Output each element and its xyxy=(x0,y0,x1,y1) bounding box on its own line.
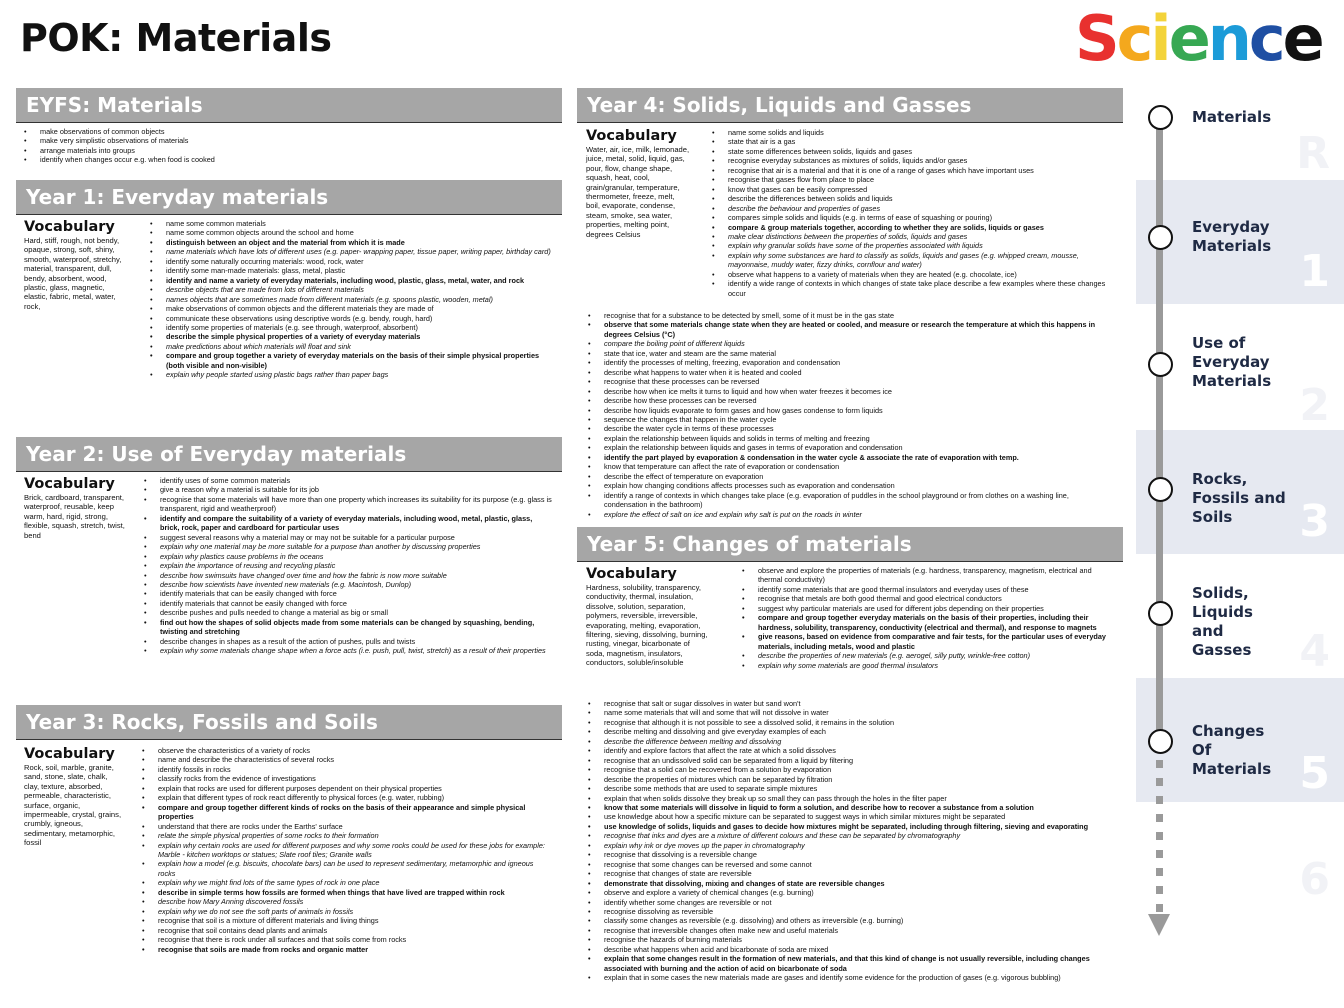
timeline-label: Materials xyxy=(1192,108,1272,126)
vocabulary-heading: Vocabulary xyxy=(24,476,115,492)
objective-item: • state that air is a gas xyxy=(710,137,1114,146)
logo-letter: c xyxy=(1116,2,1151,75)
year3-heading: Year 3: Rocks, Fossils and Soils xyxy=(16,705,562,739)
objective-item: • recognise dissolving as reversible xyxy=(586,907,1114,916)
timeline-label: Use of Everyday Materials xyxy=(1192,334,1272,390)
objective-item: • explain that some changes result in the formation of new materials, and that this kind of change is not usually reversible, including changes associated with burning and the action of acid on bicarbonate of soda xyxy=(586,954,1114,973)
objective-item: • recognise that an undissolved solid can be separated from a liquid by filtering xyxy=(586,756,1114,765)
objective-item: • demonstrate that dissolving, mixing and changes of state are reversible changes xyxy=(586,879,1114,888)
objective-item: • identify uses of some common materials xyxy=(142,476,552,485)
objective-item: • observe and explore a variety of chemical changes (e.g. burning) xyxy=(586,888,1114,897)
objective-item: • explain the importance of reusing and recycling plastic xyxy=(142,561,552,570)
objective-item: • recognise that a solid can be recovered from a solution by evaporation xyxy=(586,765,1114,774)
objective-item: • identify a range of contexts in which changes take place (e.g. evaporation of puddles in the school playground or from clothes on a washing line, condensation in the bathroom) xyxy=(586,491,1114,510)
objective-item: • describe what happens when acid and bicarbonate of soda are mixed xyxy=(586,945,1114,954)
objective-item: • describe how swimsuits have changed over time and how the fabric is now more suitable xyxy=(142,571,552,580)
stage-number: R xyxy=(1296,128,1330,179)
objective-item: • state that ice, water and steam are the same material xyxy=(586,349,1114,358)
objective-item: • know that temperature can affect the rate of evaporation or condensation xyxy=(586,462,1114,471)
logo-letter: e xyxy=(1168,2,1208,75)
vocabulary-heading: Vocabulary xyxy=(24,746,115,762)
timeline-node xyxy=(1148,352,1173,377)
objective-item: • explain that when solids dissolve they break up so small they can pass through the holes in the filter paper xyxy=(586,794,1114,803)
objective-item: • describe how these processes can be reversed xyxy=(586,396,1114,405)
stage-number: 5 xyxy=(1299,748,1330,799)
objective-item: • compare and group together everyday materials on the basis of their properties, including their hardness, solubility, transparency, conductivity (electrical and thermal), and response to magnets xyxy=(740,613,1116,632)
objective-item: • observe what happens to a variety of materials when they are heated (e.g. chocolate, ice) xyxy=(710,270,1114,279)
vocabulary-heading: Vocabulary xyxy=(586,128,677,144)
objective-item: • identify whether some changes are reversible or not xyxy=(586,898,1114,907)
objective-item: • describe the behaviour and properties of gases xyxy=(710,204,1114,213)
objective-item: • describe some methods that are used to separate simple mixtures xyxy=(586,784,1114,793)
timeline-label: Changes Of Materials xyxy=(1192,722,1272,778)
objective-item: • identify some naturally occurring materials: wood, rock, water xyxy=(148,257,552,266)
objective-item: • name some common objects around the school and home xyxy=(148,228,552,237)
timeline-node xyxy=(1148,477,1173,502)
objective-item: • recognise that there is rock under all surfaces and that soils come from rocks xyxy=(140,935,552,944)
objective-item: • classify some changes as reversible (e.g. dissolving) and others as irreversible (e.g. burning) xyxy=(586,916,1114,925)
objective-item: • recognise that for a substance to be detected by smell, some of it must be in the gas state xyxy=(586,311,1114,320)
objective-item: • identify when changes occur e.g. when food is cooked xyxy=(22,155,552,164)
objective-item: • explain why some materials change shape when a force acts (i.e. push, pull, twist, stretch) as a result of their properties xyxy=(142,646,552,655)
year3-divider xyxy=(16,739,562,740)
objective-item: • explain why some materials are good thermal insulators xyxy=(740,661,1116,670)
objective-item: • names objects that are sometimes made from different materials (e.g. spoons plastic, wooden, metal) xyxy=(148,295,552,304)
objective-item: • make predictions about which materials will float and sink xyxy=(148,342,552,351)
objective-item: • compare the boiling point of different liquids xyxy=(586,339,1114,348)
objective-item: • suggest why particular materials are used for different jobs depending on their properties xyxy=(740,604,1116,613)
objective-item: • describe pushes and pulls needed to change a material as big or small xyxy=(142,608,552,617)
year2-objectives xyxy=(142,476,552,656)
year2-vocabulary xyxy=(24,476,126,540)
objective-item: • explain why people started using plastic bags rather than paper bags xyxy=(148,370,552,379)
objective-item: • identify some properties of materials (e.g. see through, waterproof, absorbent) xyxy=(148,323,552,332)
page-title: POK: Materials xyxy=(20,16,332,60)
objective-item: • compare and group together different kinds of rocks on the basis of their appearance and simple physical properties xyxy=(140,803,552,822)
eyfs-divider xyxy=(16,122,562,123)
objective-item: • describe in simple terms how fossils are formed when things that have lived are trapped within rock xyxy=(140,888,552,897)
objective-item: • observe that some materials change state when they are heated or cooled, and measure or research the temperature at which this happens in degrees Celsius (°C) xyxy=(586,320,1114,339)
objective-item: • explain why ink or dye moves up the paper in chromatography xyxy=(586,841,1114,850)
objective-item: • describe the effect of temperature on evaporation xyxy=(586,472,1114,481)
objective-item: • describe the differences between solids and liquids xyxy=(710,194,1114,203)
objective-item: • recognise that irreversible changes often make new and useful materials xyxy=(586,926,1114,935)
year4-divider xyxy=(577,122,1123,123)
objective-item: • communicate these observations using descriptive words (e.g. bendy, rough, hard) xyxy=(148,314,552,323)
objective-item: • know that some materials will dissolve in liquid to form a solution, and describe how to recover a substance from a solution xyxy=(586,803,1114,812)
timeline-node xyxy=(1148,225,1173,250)
objective-item: • explore the effect of salt on ice and explain why salt is put on the roads in winter xyxy=(586,510,1114,519)
objective-item: • explain the relationship between liquids and gases in terms of evaporation and condensation xyxy=(586,443,1114,452)
objective-item: • describe the water cycle in terms of these processes xyxy=(586,424,1114,433)
objective-item: • name some solids and liquids xyxy=(710,128,1114,137)
objective-item: • recognise that salt or sugar dissolves in water but sand won't xyxy=(586,699,1114,708)
logo-letter: n xyxy=(1207,2,1249,75)
timeline-node xyxy=(1148,105,1173,130)
objective-item: • explain why certain rocks are used for different purposes and why some rocks could be used for these jobs for example: Marble - kitchen worktops or statues; Slate roof tiles; Granite walls xyxy=(140,841,552,860)
objective-item: • describe how when ice melts it turns to liquid and how when water freezes it becomes ice xyxy=(586,387,1114,396)
year4-heading: Year 4: Solids, Liquids and Gasses xyxy=(577,88,1123,122)
objective-item: • recognise that these processes can be reversed xyxy=(586,377,1114,386)
science-logo xyxy=(1075,2,1330,75)
objective-item: • explain why we do not see the soft parts of animals in fossils xyxy=(140,907,552,916)
year2-heading: Year 2: Use of Everyday materials xyxy=(16,437,562,471)
objective-item: • identify some materials that are good thermal insulators and everyday uses of these xyxy=(740,585,1116,594)
vocabulary-words: Brick, cardboard, transparent, waterproof, reusable, keep warm, hard, rigid, strong, flexible, squash, stretch, twist, bend xyxy=(24,493,125,540)
timeline-label: Solids, Liquids and Gasses xyxy=(1192,584,1253,659)
objective-item: • identify some man-made materials: glass, metal, plastic xyxy=(148,266,552,275)
objective-item: • explain why one material may be more suitable for a purpose than another by discussing properties xyxy=(142,542,552,551)
objective-item: • identify materials that cannot be easily changed with force xyxy=(142,599,552,608)
year1-divider xyxy=(16,214,562,215)
year1-vocabulary xyxy=(24,219,126,311)
objective-item: • identify and compare the suitability of a variety of everyday materials, including wood, metal, plastic, glass, brick, rock, paper and cardboard for particular uses xyxy=(142,514,552,533)
progression-timeline xyxy=(1128,86,1344,1008)
objective-item: • recognise that some materials will have more than one property which increases its suitability for its purpose (e.g. glass is transparent, rigid and weatherproof) xyxy=(142,495,552,514)
logo-letter: S xyxy=(1075,2,1117,75)
objective-item: • identify a wide range of contexts in which changes of state take place describe a few examples where these changes occur xyxy=(710,279,1114,298)
objective-item: • recognise that soil is a mixture of different materials and living things xyxy=(140,916,552,925)
objective-item: • make very simplistic observations of materials xyxy=(22,136,552,145)
objective-item: • distinguish between an object and the material from which it is made xyxy=(148,238,552,247)
objective-item: • name materials which have lots of different uses (e.g. paper- wrapping paper, tissue paper, writing paper, birthday card) xyxy=(148,247,552,256)
vocabulary-words: Hard, stiff, rough, not bendy, opaque, strong, soft, shiny, smooth, waterproof, stretchy, material, transparent, dull, bendy, absorbent, wood, plastic, glass, magnetic, elastic, fabric, metal, water, rock, xyxy=(24,236,122,311)
year5-objectives-changes xyxy=(586,699,1114,983)
objective-item: • know that gases can be easily compressed xyxy=(710,185,1114,194)
objective-item: • give reasons, based on evidence from comparative and fair tests, for the particular uses of everyday materials, including metals, wood and plastic xyxy=(740,632,1116,651)
objective-item: • recognise everyday substances as mixtures of solids, liquids and/or gases xyxy=(710,156,1114,165)
objective-item: • recognise that gases flow from place to place xyxy=(710,175,1114,184)
objective-item: • make clear distinctions between the properties of solids, liquids and gases xyxy=(710,232,1114,241)
timeline-dashed-line xyxy=(1156,742,1163,912)
objective-item: • identify the part played by evaporation & condensation in the water cycle & associate the rate of evaporation with temp. xyxy=(586,453,1114,462)
timeline-label: Everyday Materials xyxy=(1192,218,1272,255)
year5-divider xyxy=(577,561,1123,562)
stage-number: 6 xyxy=(1299,854,1330,905)
objective-item: • name some materials that will and some that will not dissolve in water xyxy=(586,708,1114,717)
objective-item: • explain why plastics cause problems in the oceans xyxy=(142,552,552,561)
objective-item: • recognise that inks and dyes are a mixture of different colours and these can be separated by chromatography xyxy=(586,831,1114,840)
objective-item: • classify rocks from the evidence of investigations xyxy=(140,774,552,783)
objective-item: • name some common materials xyxy=(148,219,552,228)
stage-number: 2 xyxy=(1299,380,1330,431)
objective-item: • recognise the hazards of burning materials xyxy=(586,935,1114,944)
year1-heading: Year 1: Everyday materials xyxy=(16,180,562,214)
objective-item: • explain that rocks are used for different purposes dependent on their physical properties xyxy=(140,784,552,793)
vocabulary-words: Hardness, solubility, transparency, conductivity, thermal, insulation, dissolve, solution, separation, polymers, reversible, irreversible, evaporating, melting, evaporation, filtering, sieving, dissolving, burning, rusting, vinegar, bicarbonate of soda, magnetism, insulators, conductors, soluble/insoluble xyxy=(586,583,708,668)
timeline-line xyxy=(1156,118,1163,738)
objective-item: • describe how Mary Anning discovered fossils xyxy=(140,897,552,906)
objective-item: • explain the relationship between liquids and solids in terms of melting and freezing xyxy=(586,434,1114,443)
objective-item: • explain how changing conditions affects processes such as evaporation and condensation xyxy=(586,481,1114,490)
objective-item: • describe the difference between melting and dissolving xyxy=(586,737,1114,746)
objective-item: • compare & group materials together, according to whether they are solids, liquids or gases xyxy=(710,223,1114,232)
objective-item: • recognise that air is a material and that it is one of a range of gases which have important uses xyxy=(710,166,1114,175)
objective-item: • describe the properties of new materials (e.g. aerogel, silly putty, wrinkle-free cotton) xyxy=(740,651,1116,660)
logo-letter: i xyxy=(1150,2,1169,75)
year5-objectives-properties xyxy=(740,566,1116,670)
objective-item: • explain that different types of rock react differently to physical forces (e.g. water, rubbing) xyxy=(140,793,552,802)
objective-item: • identify fossils in rocks xyxy=(140,765,552,774)
logo-letter: c xyxy=(1248,2,1283,75)
year4-objectives-changes xyxy=(586,311,1114,519)
objective-item: • recognise that soils are made from rocks and organic matter xyxy=(140,945,552,954)
timeline-label: Rocks, Fossils and Soils xyxy=(1192,470,1286,526)
objective-item: • describe objects that are made from lots of different materials xyxy=(148,285,552,294)
vocabulary-heading: Vocabulary xyxy=(586,566,677,582)
objective-item: • describe the properties of mixtures which can be separated by filtration xyxy=(586,775,1114,784)
objective-item: • use knowledge about how a specific mixture can be separated to suggest ways in which similar mixtures might be separated xyxy=(586,812,1114,821)
objective-item: • compare and group together a variety of everyday materials on the basis of their simple physical properties (both visible and non-visible) xyxy=(148,351,552,370)
objective-item: • recognise that metals are both good thermal and good electrical conductors xyxy=(740,594,1116,603)
year3-objectives xyxy=(140,746,552,954)
objective-item: • describe how scientists have invented new materials (e.g. Macintosh, Dunlop) xyxy=(142,580,552,589)
objective-item: • relate the simple physical properties of some rocks to their formation xyxy=(140,831,552,840)
vocabulary-words: Water, air, ice, milk, lemonade, juice, metal, solid, liquid, gas, pour, flow, change shape, squash, heat, cool, grain/granular, temperature, thermometer, freeze, melt, boil, evaporate, condense, steam, smoke, sea water, properties, melting point, degrees Celsius xyxy=(586,145,690,239)
objective-item: • identify and name a variety of everyday materials, including wood, plastic, glass, metal, water, and rock xyxy=(148,276,552,285)
objective-item: • describe changes in shapes as a result of the action of pushes, pulls and twists xyxy=(142,637,552,646)
timeline-node xyxy=(1148,601,1173,626)
objective-item: • identify the processes of melting, freezing, evaporation and condensation xyxy=(586,358,1114,367)
objective-item: • observe the characteristics of a variety of rocks xyxy=(140,746,552,755)
year3-vocabulary xyxy=(24,746,122,848)
objective-item: • identify and explore factors that affect the rate at which a solid dissolves xyxy=(586,746,1114,755)
objective-item: • find out how the shapes of solid objects made from some materials can be changed by squashing, bending, twisting and stretching xyxy=(142,618,552,637)
objective-item: • give a reason why a material is suitable for its job xyxy=(142,485,552,494)
objective-item: • arrange materials into groups xyxy=(22,146,552,155)
objective-item: • explain that in some cases the new materials made are gases and identify some evidence for the production of gases (e.g. vigorous bubbling) xyxy=(586,973,1114,982)
objective-item: • explain why we might find lots of the same types of rock in one place xyxy=(140,878,552,887)
objective-item: • describe the simple physical properties of a variety of everyday materials xyxy=(148,332,552,341)
objective-item: • recognise that some changes can be reversed and some cannot xyxy=(586,860,1114,869)
eyfs-heading: EYFS: Materials xyxy=(16,88,562,122)
stage-number: 4 xyxy=(1299,626,1330,677)
objective-item: • sequence the changes that happen in the water cycle xyxy=(586,415,1114,424)
objective-item: • compares simple solids and liquids (e.g. in terms of ease of squashing or pouring) xyxy=(710,213,1114,222)
logo-letter: e xyxy=(1282,2,1322,75)
objective-item: • recognise that soil contains dead plants and animals xyxy=(140,926,552,935)
year5-heading: Year 5: Changes of materials xyxy=(577,527,1123,561)
year4-vocabulary xyxy=(586,128,690,239)
objective-item: • understand that there are rocks under the Earths' surface xyxy=(140,822,552,831)
timeline-arrow-icon xyxy=(1148,914,1170,936)
objective-item: • describe how liquids evaporate to form gases and how gases condense to form liquids xyxy=(586,406,1114,415)
objective-item: • recognise that changes of state are reversible xyxy=(586,869,1114,878)
year5-vocabulary xyxy=(586,566,710,668)
objective-item: • make observations of common objects xyxy=(22,127,552,136)
objective-item: • explain why granular solids have some of the properties associated with liquids xyxy=(710,241,1114,250)
objective-item: • identify materials that can be easily changed with force xyxy=(142,589,552,598)
objective-item: • use knowledge of solids, liquids and gases to decide how mixtures might be separated, including through filtering, sieving and evaporating xyxy=(586,822,1114,831)
objective-item: • state some differences between solids, liquids and gases xyxy=(710,147,1114,156)
eyfs-objectives xyxy=(22,127,552,165)
stage-number: 1 xyxy=(1299,246,1330,297)
year1-objectives xyxy=(148,219,552,380)
objective-item: • describe melting and dissolving and give everyday examples of each xyxy=(586,727,1114,736)
objective-item: • make observations of common objects and the different materials they are made of xyxy=(148,304,552,313)
objective-item: • explain why some substances are hard to classify as solids, liquids and gases (e.g. whipped cream, mousse, mayonnaise, muddy water, fizzy drinks, cornflour and water) xyxy=(710,251,1114,270)
year4-objectives-properties xyxy=(710,128,1114,298)
vocabulary-heading: Vocabulary xyxy=(24,219,115,235)
year2-divider xyxy=(16,471,562,472)
vocabulary-words: Rock, soil, marble, granite, sand, stone, slate, chalk, clay, texture, absorbed, permeable, characteristic, surface, organic, impermeable, crystal, grains, crumbly, igneous, sedimentary, metamorphic, fossil xyxy=(24,763,122,848)
objective-item: • recognise that dissolving is a reversible change xyxy=(586,850,1114,859)
stage-number: 3 xyxy=(1299,496,1330,547)
objective-item: • recognise that although it is not possible to see a dissolved solid, it remains in the solution xyxy=(586,718,1114,727)
objective-item: • name and describe the characteristics of several rocks xyxy=(140,755,552,764)
objective-item: • explain how a model (e.g. biscuits, chocolate bars) can be used to represent sedimentary, metamorphic and igneous rocks xyxy=(140,859,552,878)
timeline-node xyxy=(1148,729,1173,754)
objective-item: • suggest several reasons why a material may or may not be suitable for a particular purpose xyxy=(142,533,552,542)
objective-item: • observe and explore the properties of materials (e.g. hardness, transparency, magnetism, electrical and thermal conductivity) xyxy=(740,566,1116,585)
objective-item: • describe what happens to water when it is heated and cooled xyxy=(586,368,1114,377)
